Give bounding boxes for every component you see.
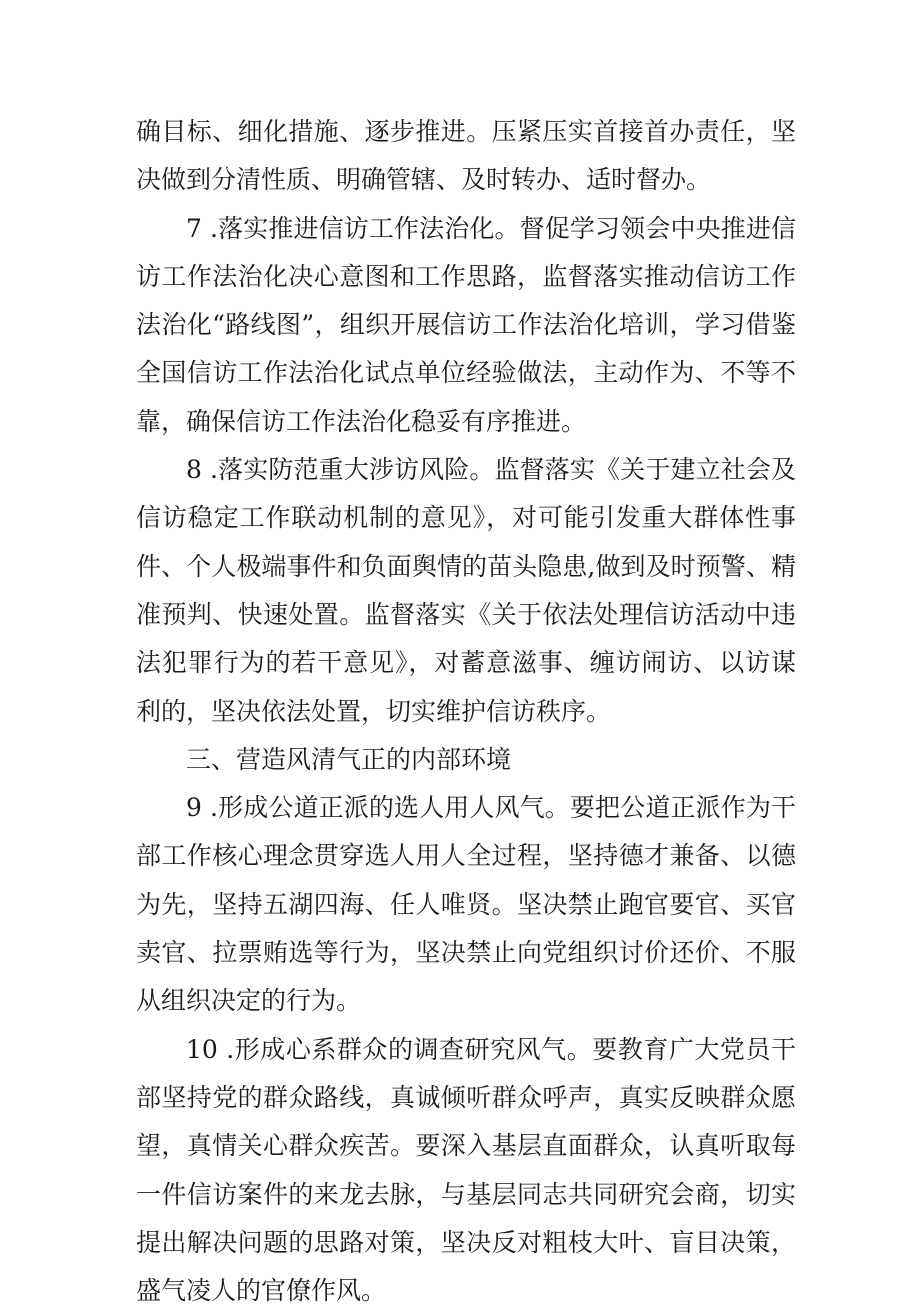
paragraph-item-7: 7 .落实推进信访工作法治化。督促学习领会中央推进信访工作法治化决心意图和工作思路，监督落实推动信访工作法治化“路线图”，组织开展信访工作法治化培训，学习借鉴全国信访工作法治化试点单位经验做法，主动作为、不等不靠，确保信访工作法治化稳妥有序推进。 bbox=[136, 213, 796, 436]
paragraph-item-9: 9 .形成公道正派的选人用人风气。要把公道正派作为干部工作核心理念贯穿选人用人全过程，坚持德才兼备、以德为先，坚持五湖四海、任人唯贤。坚决禁止跑官要官、买官卖官、拉票贿选等行为，坚决禁止向党组织讨价还价、不服从组织决定的行为。 bbox=[136, 793, 796, 1016]
paragraph-item-10: 10 .形成心系群众的调查研究风气。要教育广大党员干部坚持党的群众路线，真诚倾听群众呼声，真实反映群众愿望，真情关心群众疾苦。要深入基层直面群众，认真听取每一件信访案件的来龙去脉，与基层同志共同研究会商，切实提出解决问题的思路对策，坚决反对粗枝大叶、盲目决策，盛气凌人的官僚作风。 bbox=[136, 1034, 796, 1306]
paragraph-item-8: 8 .落实防范重大涉访风险。监督落实《关于建立社会及信访稳定工作联动机制的意见》，对可能引发重大群体性事件、个人极端事件和负面舆情的苗头隐患,做到及时预警、精准预判、快速处置。监督落实《关于依法处理信访活动中违法犯罪行为的若干意见》，对蓄意滋事、缠访闹访、以访谋利的，坚决依法处置，切实维护信访秩序。 bbox=[136, 455, 796, 726]
paragraph-continuation: 确目标、细化措施、逐步推进。压紧压实首接首办责任，坚决做到分清性质、明确管辖、及时转办、适时督办。 bbox=[136, 117, 796, 195]
document-body bbox=[136, 108, 796, 1315]
section-heading-3: 三、营造风清气正的内部环境 bbox=[186, 744, 512, 774]
